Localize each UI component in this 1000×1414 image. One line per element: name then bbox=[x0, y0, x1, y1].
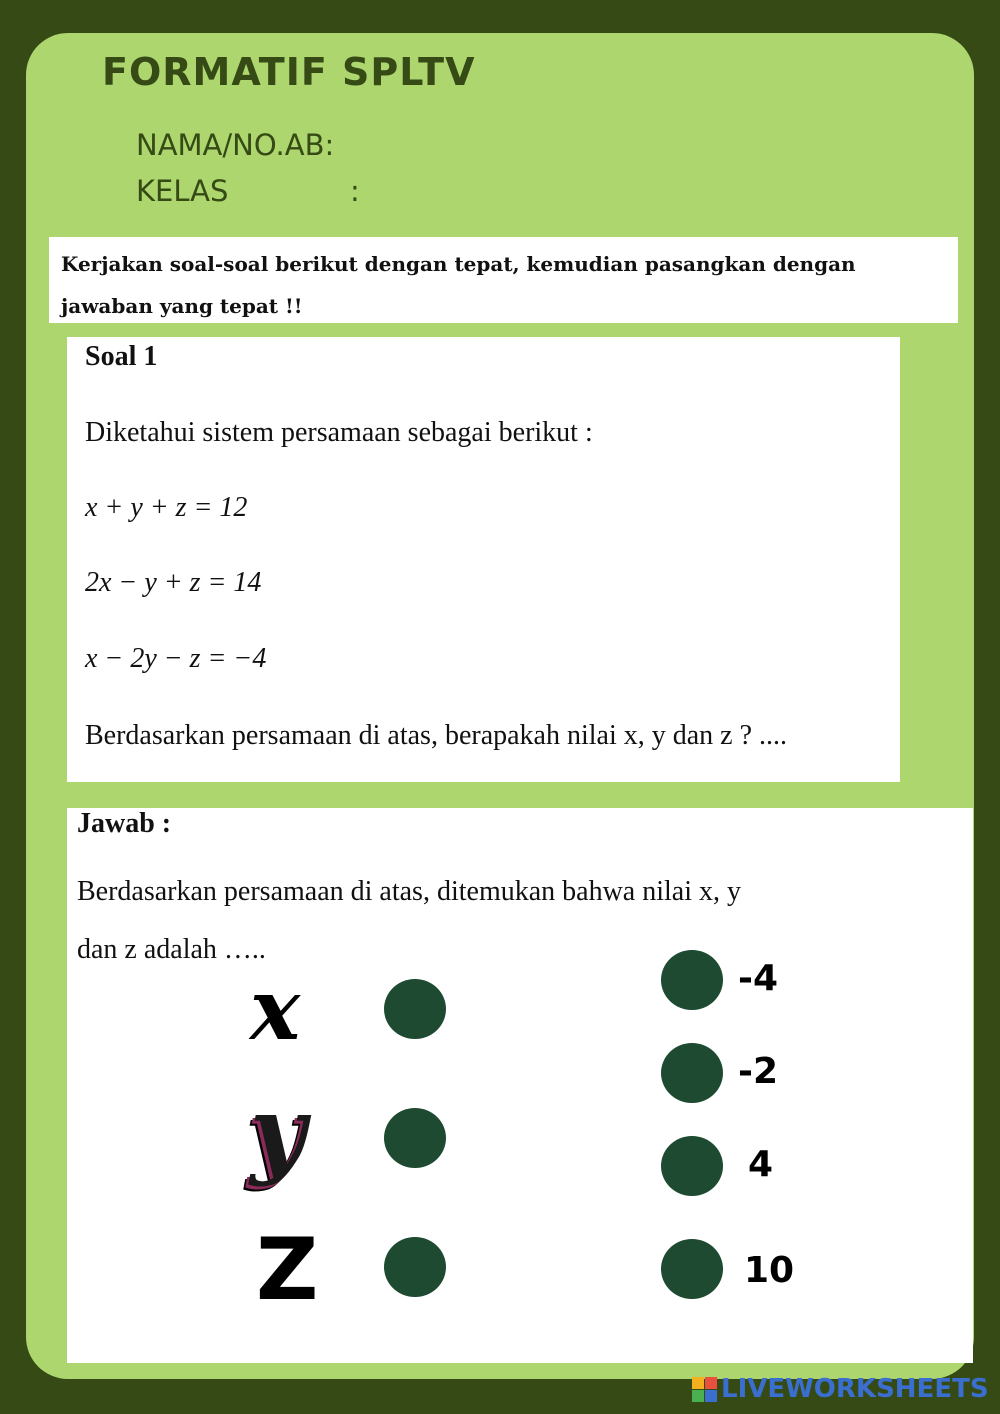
match-dot-x[interactable] bbox=[384, 979, 446, 1039]
instruction-text: Kerjakan soal-soal berikut dengan tepat, kemudian pasangkan dengan jawaban yang tepat !! bbox=[61, 252, 856, 318]
match-dot-option-3[interactable] bbox=[661, 1136, 723, 1196]
answer-text-line-1: Berdasarkan persamaan di atas, ditemukan bahwa nilai x, y bbox=[77, 876, 741, 907]
option-value-3: 4 bbox=[748, 1144, 774, 1185]
instruction-box bbox=[49, 237, 958, 323]
kelas-colon: : bbox=[350, 174, 360, 208]
liveworksheets-logo-icon bbox=[692, 1377, 717, 1402]
page-title: FORMATIF SPLTV bbox=[102, 50, 476, 94]
kelas-field bbox=[136, 174, 360, 208]
variable-x-label: x bbox=[250, 960, 301, 1059]
option-value-4: 10 bbox=[744, 1250, 795, 1291]
answer-text-line-2: dan z adalah ….. bbox=[77, 934, 266, 965]
question-intro: Diketahui sistem persamaan sebagai berikut : bbox=[85, 417, 593, 448]
match-dot-z[interactable] bbox=[384, 1237, 446, 1297]
match-dot-option-4[interactable] bbox=[661, 1239, 723, 1299]
equation-1: x + y + z = 12 bbox=[85, 492, 248, 523]
question-box bbox=[67, 337, 900, 782]
answer-title: Jawab : bbox=[77, 808, 172, 839]
brand-text: LIVEWORKSHEETS bbox=[721, 1374, 989, 1404]
variable-z-label: Z bbox=[256, 1220, 319, 1320]
equation-2: 2x − y + z = 14 bbox=[85, 567, 262, 598]
match-dot-option-2[interactable] bbox=[661, 1043, 723, 1103]
match-dot-option-1[interactable] bbox=[661, 950, 723, 1010]
liveworksheets-logo bbox=[692, 1373, 989, 1405]
equation-3: x − 2y − z = −4 bbox=[85, 643, 267, 674]
match-dot-y[interactable] bbox=[384, 1108, 446, 1168]
question-text: Berdasarkan persamaan di atas, berapakah nilai x, y dan z ? .... bbox=[85, 720, 788, 751]
option-value-2: -2 bbox=[738, 1051, 778, 1092]
option-value-1: -4 bbox=[738, 958, 778, 999]
variable-y-label: y bbox=[250, 1075, 306, 1188]
answer-box bbox=[67, 808, 973, 1363]
question-title: Soal 1 bbox=[85, 341, 158, 372]
nama-label: NAMA/NO.AB: bbox=[136, 128, 335, 162]
kelas-label: KELAS bbox=[136, 174, 229, 208]
